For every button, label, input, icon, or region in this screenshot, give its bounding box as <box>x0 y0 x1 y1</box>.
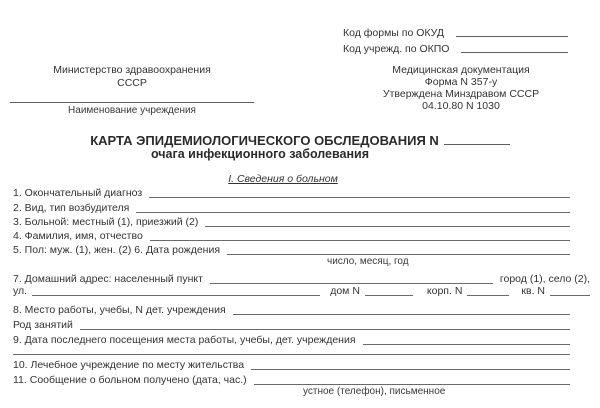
okpo-code-blank[interactable] <box>461 52 568 53</box>
field-occupation <box>13 316 570 331</box>
field-medical-institution <box>13 355 570 371</box>
form-number-line: Форма N 357-у <box>424 76 498 88</box>
sex-birthdate-label: 5. Пол: муж. (1), жен. (2) 6. Дата рождения <box>13 244 221 257</box>
ministry-name-line1: Министерство здравоохранения <box>53 64 211 76</box>
home-address-label: 7. Домашний адрес: населенный пункт <box>13 272 203 285</box>
approved-by-line: Утверждена Минздравом СССР <box>382 88 540 100</box>
last-visit-date-label: 9. Дата последнего посещения места работы, учебы, дет. учреждения <box>13 333 356 346</box>
patient-origin-label: 3. Больной: местный (1), приезжий (2) <box>13 215 199 228</box>
field-last-visit-date <box>13 331 570 346</box>
section-1-heading: I. Сведения о больном <box>228 173 338 185</box>
birthdate-blank[interactable] <box>227 254 570 255</box>
report-received-label: 11. Сообщение о больном получено (дата, час.) <box>13 373 247 386</box>
full-name-label: 4. Фамилия, имя, отчество <box>13 230 143 243</box>
field-sex-birthdate <box>13 242 570 256</box>
street-label: ул. <box>13 284 28 297</box>
field-street-address <box>13 285 590 297</box>
city-village-label: город (1), село (2), <box>499 272 590 285</box>
final-diagnosis-blank[interactable] <box>149 197 570 198</box>
occupation-blank[interactable] <box>80 329 570 330</box>
full-name-blank[interactable] <box>150 240 570 241</box>
medical-institution-label: 10. Лечебное учреждение по месту жительства <box>13 358 245 371</box>
report-received-blank[interactable] <box>254 384 570 385</box>
doc-type-line: Медицинская документация <box>392 64 530 76</box>
final-diagnosis-label: 1. Окончательный диагноз <box>13 187 143 200</box>
okud-code-blank[interactable] <box>456 36 568 37</box>
ministry-name-line2: СССР <box>117 76 147 89</box>
patient-origin-blank[interactable] <box>205 226 570 227</box>
field-home-address <box>13 269 590 285</box>
workplace-label: 8. Место работы, учебы, N дет. учреждения <box>13 303 226 316</box>
field-patient-origin <box>13 214 570 228</box>
code-block <box>343 22 568 54</box>
flat-number-blank[interactable] <box>550 295 590 296</box>
approval-date-line: 04.10.80 N 1030 <box>422 100 500 112</box>
issuing-ministry-block <box>10 64 254 117</box>
field-final-diagnosis <box>13 185 570 199</box>
okud-code-label: Код формы по ОКУД <box>343 26 444 39</box>
workplace-blank[interactable] <box>233 314 570 315</box>
pathogen-type-blank[interactable] <box>136 212 570 213</box>
field-workplace <box>13 297 570 316</box>
report-type-caption: устное (телефон), письменное <box>303 385 446 397</box>
institution-name-caption: Наименование учреждения <box>68 105 196 116</box>
building-number-blank[interactable] <box>467 295 509 296</box>
okud-code-row <box>343 22 568 38</box>
okpo-code-label: Код учрежд. по ОКПО <box>343 42 450 55</box>
flat-number-label: кв. N <box>521 284 545 297</box>
document-approval-block <box>356 64 566 112</box>
occupation-label: Род занятий <box>13 318 73 331</box>
field-full-name <box>13 228 570 242</box>
document-subtitle: очага инфекционного заболевания <box>150 147 370 161</box>
document-title-block <box>0 133 600 161</box>
document-title-text: КАРТА ЭПИДЕМИОЛОГИЧЕСКОГО ОБСЛЕДОВАНИЯ N <box>90 133 439 148</box>
section-1-heading-row <box>0 173 600 185</box>
okpo-code-row <box>343 38 568 54</box>
card-number-blank[interactable] <box>444 133 510 145</box>
field-report-received <box>13 371 570 386</box>
settlement-blank[interactable] <box>210 283 493 284</box>
last-visit-date-blank[interactable] <box>363 344 570 345</box>
street-blank[interactable] <box>32 295 320 296</box>
pathogen-type-label: 2. Вид, тип возбудителя <box>13 201 130 214</box>
birthdate-caption: число, месяц, год <box>327 256 409 268</box>
house-number-label: дом N <box>330 284 360 297</box>
house-number-blank[interactable] <box>365 295 413 296</box>
medical-institution-blank[interactable] <box>251 369 570 370</box>
building-number-label: корп. N <box>426 284 463 297</box>
institution-name-blank[interactable] <box>10 102 254 103</box>
last-visit-continuation-blank[interactable] <box>13 346 570 355</box>
patient-info-form <box>13 185 590 398</box>
document-title <box>0 133 600 148</box>
field-pathogen-type <box>13 199 570 213</box>
